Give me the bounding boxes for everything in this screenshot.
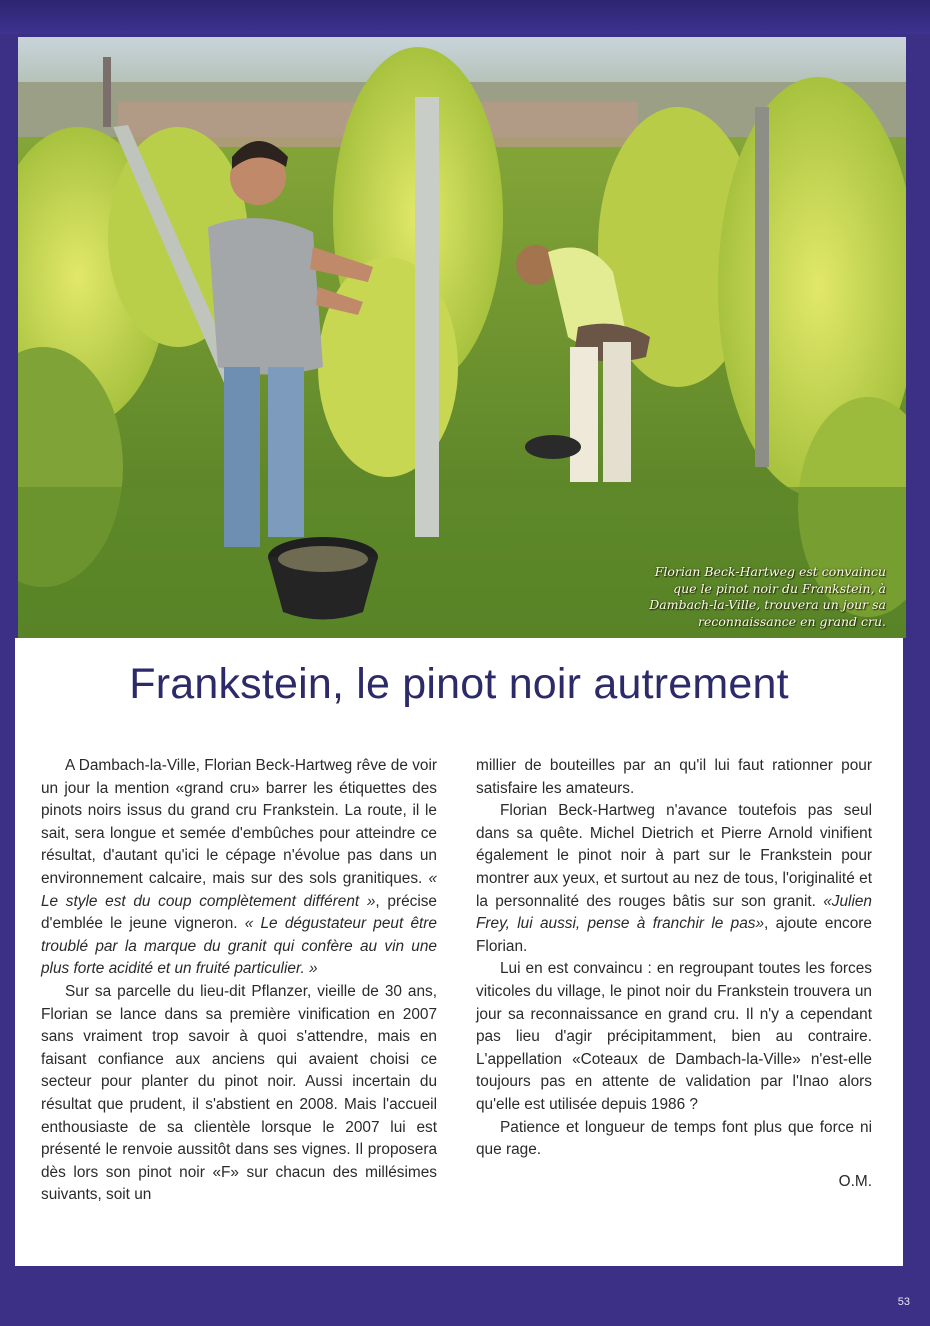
paragraph-3: [476, 800, 872, 958]
quote-degustateur: « Le dégustateur peut être troublé par la marque du granit qui confère au vin une plus forte acidité et un fruité particulier. »: [41, 915, 437, 978]
right-column: [476, 755, 872, 1193]
paragraph-3-text-2: , ajoute encore Florian.: [476, 915, 872, 955]
paragraph-1-text-2: , précise d'emblée le jeune vigneron.: [41, 892, 437, 933]
article-page: [15, 638, 903, 1266]
paragraph-4: Lui en est convaincu : en regroupant toutes les forces viticoles du village, le pinot noir du Frankstein trouvera un jour sa reconnaissance en grand cru. Il n'y a cependant pas lieu d'agir précipitamment, bien au contraire. L'appellation «Coteaux de Dambach-la-Ville» n'est-elle toujours pas en attente de validation par l'Inao alors qu'elle est utilisée depuis 1986 ?: [476, 960, 872, 1113]
paragraph-continued: millier de bouteilles par an qu'il lui faut rationner pour satisfaire les amateurs.: [476, 757, 872, 797]
photo-caption: Florian Beck-Hartweg est convaincu que le pinot noir du Frankstein, à Dambach-la-Ville, trouvera un jour sa reconnaissance en grand cru.: [649, 564, 886, 629]
quote-julien-frey: «Julien Frey, lui aussi, pense à franchir le pas»: [476, 892, 872, 933]
paragraph-1-text: A Dambach-la-Ville, Florian Beck-Hartweg rêve de voir un jour la mention «grand cru» barrer les étiquettes des pinots noirs issus du grand cru Frankstein. La route, il le sait, sera longue et semée d'embûches pour atteindre ce résultat, d'autant qu'ici le cépage n'évolue pas dans un environnement calcaire, mais sur des sols granitiques.: [41, 757, 437, 887]
paragraph-2: Sur sa parcelle du lieu-dit Pflanzer, vieille de 30 ans, Florian se lance dans sa première vinification en 2007 sans vraiment trop savoir à quoi s'attendre, mais en faisant confiance aux anciens qui avaient choisi ce secteur pour planter du pinot noir. Aussi incertain du résultat que prudent, il s'abstient en 2008. Mais l'accueil enthousiaste de sa clientèle lorsque le 2007 lui est présenté le renvoie aussitôt dans ses vignes. Il proposera dès lors son pinot noir «F» sur chacun des millésimes suivants, soit un: [41, 982, 437, 1204]
vineyard-photo: [18, 37, 906, 638]
paragraph-1: [41, 755, 437, 981]
paragraph-3-text: Florian Beck-Hartweg n'avance toutefois pas seul dans sa quête. Michel Dietrich et Pierre Arnold vinifient également le pinot noir à part sur le Frankstein pour montrer aux yeux, et surtout au nez de tous, l'originalité et la personnalité des rouges bâtis sur son granit.: [476, 802, 872, 910]
quote-style: « Le style est du coup complètement différent »: [41, 869, 437, 910]
paragraph-5: Patience et longueur de temps font plus que force ni que rage.: [476, 1118, 872, 1159]
top-border: [0, 0, 930, 34]
bottom-border: [0, 1266, 930, 1326]
article-title: Frankstein, le pinot noir autrement: [129, 660, 789, 708]
author-signature: O.M.: [838, 1172, 872, 1190]
left-column: [41, 755, 437, 1207]
page-number: 53: [897, 1296, 910, 1308]
